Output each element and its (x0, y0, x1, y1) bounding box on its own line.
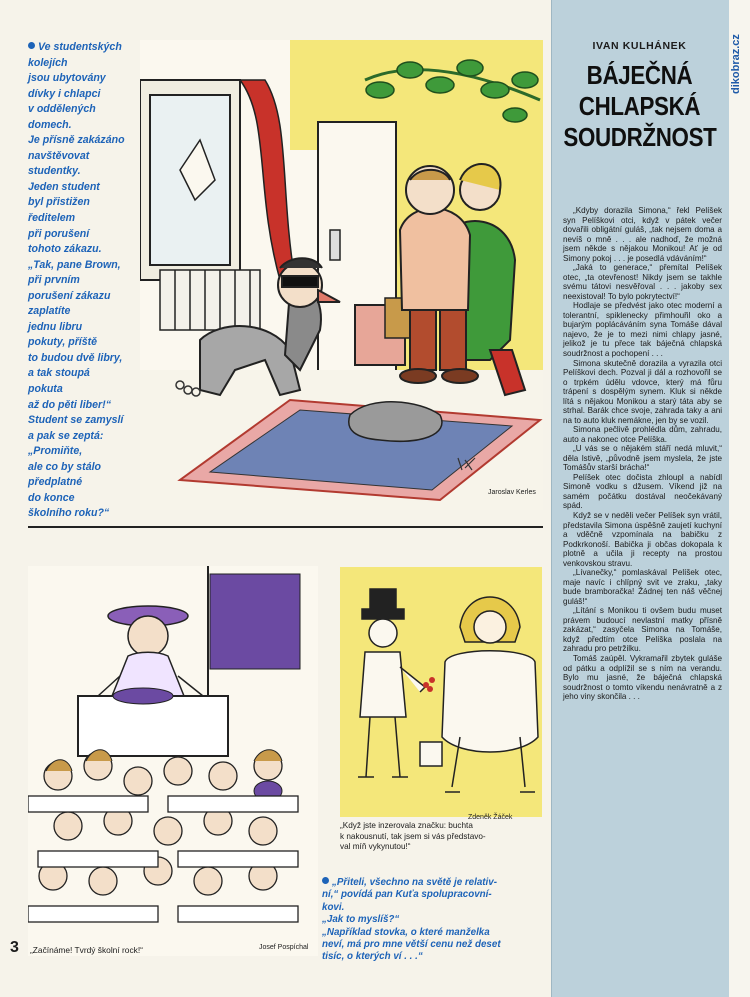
page-margin (728, 0, 750, 997)
article-paragraph: Tomáš zaúpěl. Vykramařil zbytek guláše od pátku a odplížil se s ním na verandu. Bylo mu jasné, že báječná chlapská soudržnost o tomto víkendu nenávratně a z jeho viny skončila . . . (563, 653, 722, 702)
article-author: IVAN KULHÁNEK (592, 40, 687, 52)
article-paragraph: „Kdyby dorazila Simona,“ řekl Pelíšek syn Pelíškovi otci, když v pátek večer dovařili obligátní guláš, „tak nejsem doma a nevíš o mně . . . ale nadhoď, že možná jsem někde s nějakou Monikou! Ať je od Simony pokoj . . . je posedlá vdáváním!“ (563, 206, 722, 263)
article-paragraph: Simona skutečně dorazila a vyrazila otci Pelíškovi dech. Pozval ji dál a rozhovořil se o trpkém údělu vdovce, který má fůru trápení s dospělým synem. Kluk si někde lítá s nějakou Monikou a starý táta aby se strhal. Barák chce svoje, zahrada taky a ani na to auto kluk nemákne, jen by se vozil. (563, 358, 722, 425)
cartoon-personals-ad (340, 567, 542, 817)
article-title (563, 60, 715, 153)
divider (28, 526, 543, 528)
joke-bottom-text: „Přiteli, všechno na světě je relativ- ní,“ povídá pan Kuťa spolupracovní- kovi. „Jak to myslíš?“ „Například stovka, o které manželka neví, má pro mne větší cenu než deset tisíc, o kterých ví . . .“ (322, 877, 501, 963)
cartoon-dormitory (140, 40, 543, 510)
bullet-dot-icon (322, 877, 329, 884)
caption-personals-ad: „Když jste inzerovala značku: buchta k nakousnutí, tak jsem si vás představo- val míň vykynutou!“ (340, 821, 486, 851)
article-paragraph: „U vás se o nějakém stáří nedá mluvit,“ děla lstivě, „původně jsem myslela, že jste Tomášův starší brácha!“ (563, 444, 722, 473)
credit-kerles: Jaroslav Kerles (488, 489, 536, 496)
article-body (563, 206, 722, 702)
joke-top (28, 40, 140, 522)
article-title-line: SOUDRŽNOST (563, 122, 717, 152)
bullet-dot-icon (28, 42, 35, 49)
joke-top-text: Ve studentských kolejích jsou ubytovány dívky i chlapci v oddělených domech. Je přísně zakázáno navštěvovat studentky. Jeden student byl přistižen ředitelem při porušení tohoto zákazu. „Tak, pane Brown, při prvním porušení zákazu zaplatíte jednu libru pokuty, příště to budou dvě libry, a tak stoupá pokuta až do pěti liber!“ Student se zamyslí a pak se zeptá: „Promiňte, ale co by stálo předplatné do konce školního roku?“ (28, 41, 125, 520)
article-paragraph: Hodlaje se předvést jako otec moderní a tolerantní, spiklenecky přimhouřil oko a bujarým poplácáváním syna Tomáše dával najevo, že je to mezi nimi chlapy jasné, jelikož je tu přece tak báječná chlapská soudržnost a pochopení . . . (563, 301, 722, 358)
page-number: 3 (10, 939, 19, 956)
joke-bottom (322, 877, 544, 964)
credit-pospichal: Josef Pospíchal (259, 944, 309, 951)
cartoon-school-rock (28, 566, 318, 956)
article-paragraph: „Lítání s Monikou ti ovšem budu muset právem budoucí nevlastní matky přísně zakázat,“ zasyčela Simona na Tomáše, když předtím otce Pelíška poslala na zahradu pro petržilku. (563, 606, 722, 654)
article-paragraph: „Jaká to generace,“ přemítal Pelíšek otec, „ta otevřenost! Nikdy jsem se takhle svému tátovi nesvěřoval . . . jakoby sex neexistoval! To bylo pokrytectví!“ (563, 263, 722, 301)
article-title-line: BÁJEČNÁ (586, 60, 693, 90)
article-paragraph: Pelíšek otec dočista zhloupl a nabídl Simoně vodku s džusem. Víkend již na samém počátku dostával neočekávaný spád. (563, 472, 722, 511)
credit-zacek: Zdeněk Žáček (468, 814, 513, 821)
article-paragraph: Když se v neděli večer Pelíšek syn vrátil, představila Simona úspěšně zaujetí kuchyní a vděčně vzpomínala na babičku z Podkrkonoší. Babička ji občas dokopala k plotně a učila ji recepty na prostou venkovskou stravu. (563, 511, 722, 568)
watermark: dikobraz.cz (730, 34, 742, 94)
caption-school-rock: „Začínáme! Tvrdý školní rock!“ (30, 945, 143, 955)
article-title-line: CHLAPSKÁ (578, 91, 701, 121)
article-paragraph: Simona pečlivě prohlédla dům, zahradu, auto a nakonec otce Pelíška. (563, 425, 722, 444)
article-paragraph: „Lívanečky,“ pomlaskával Pelíšek otec, maje navíc i chlípný svit ve zraku, „taky bude bramboračka! Žádnej ten náš věčnej guláš!“ (563, 568, 722, 606)
